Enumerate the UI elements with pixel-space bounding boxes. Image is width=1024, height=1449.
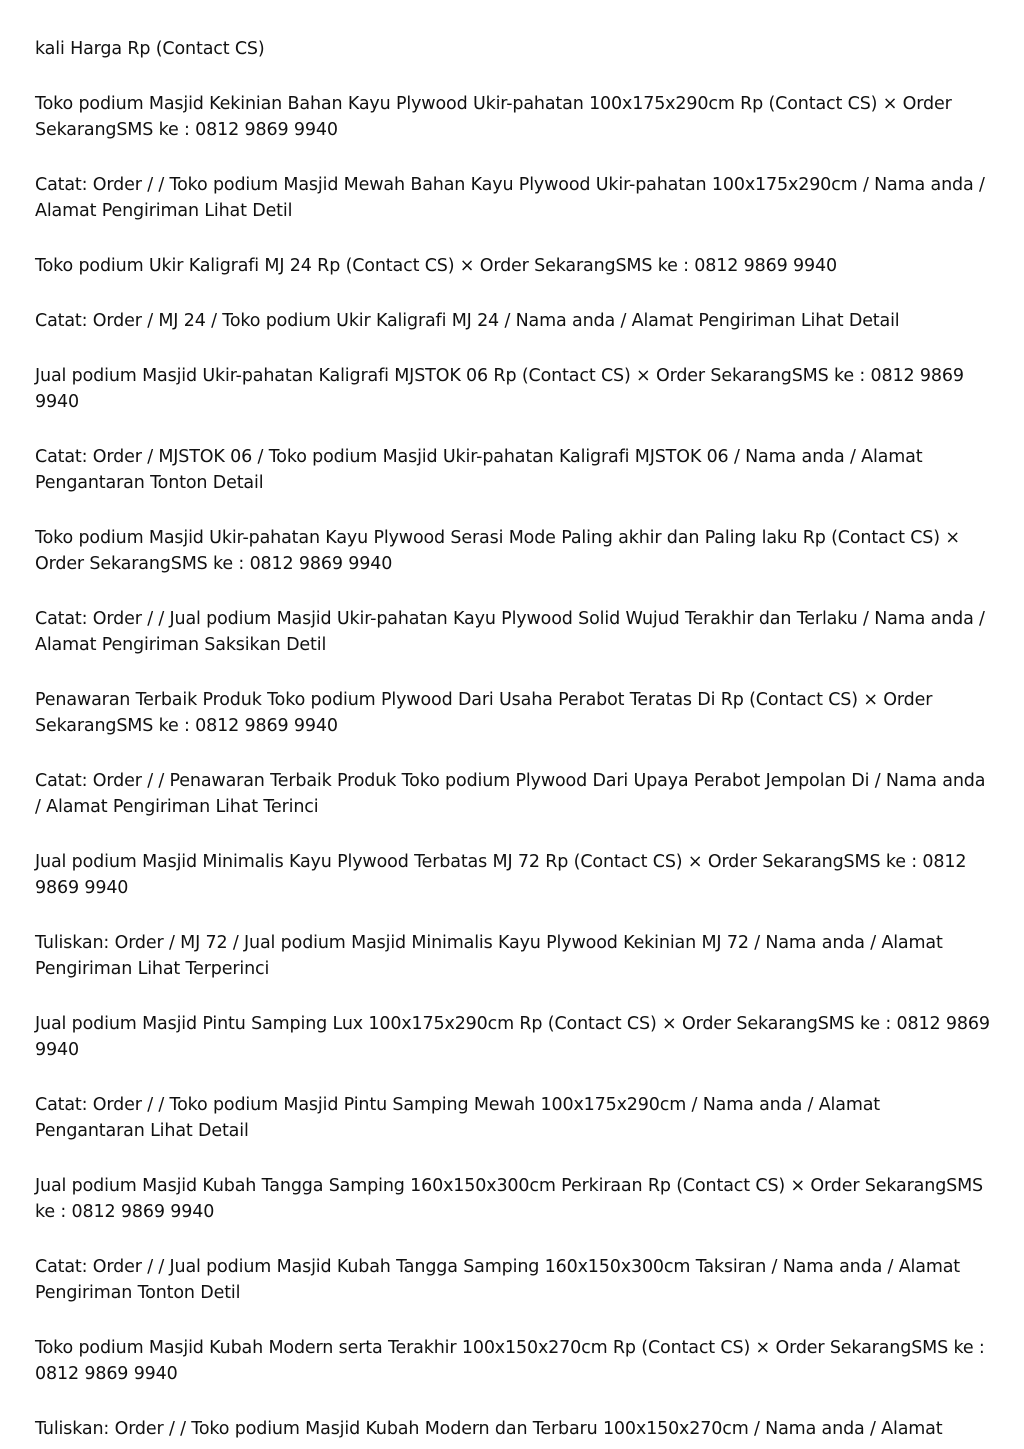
paragraph: Toko podium Masjid Ukir-pahatan Kayu Plywood Serasi Mode Paling akhir dan Paling laku Rp (Contact CS) × Order SekarangSMS ke : 0812 9869 9940 <box>35 528 960 574</box>
paragraph: Toko podium Ukir Kaligrafi MJ 24 Rp (Contact CS) × Order SekarangSMS ke : 0812 9869 9940 <box>35 256 837 276</box>
paragraph: Jual podium Masjid Ukir-pahatan Kaligrafi MJSTOK 06 Rp (Contact CS) × Order SekarangSMS ke : 0812 9869 9940 <box>35 366 964 412</box>
paragraph: Jual podium Masjid Kubah Tangga Samping 160x150x300cm Perkiraan Rp (Contact CS) × Order SekarangSMS ke : 0812 9869 9940 <box>35 1176 984 1222</box>
paragraph: Catat: Order / / Toko podium Masjid Mewah Bahan Kayu Plywood Ukir-pahatan 100x175x290cm / Nama anda / Alamat Pengiriman Lihat Detil <box>35 175 985 221</box>
paragraph: Catat: Order / / Penawaran Terbaik Produk Toko podium Plywood Dari Upaya Perabot Jempolan Di / Nama anda / Alamat Pengiriman Lihat Terinci <box>35 771 986 817</box>
paragraph: Catat: Order / MJ 24 / Toko podium Ukir Kaligrafi MJ 24 / Nama anda / Alamat Pengiriman Lihat Detail <box>35 311 900 331</box>
paragraph: Toko podium Masjid Kubah Modern serta Terakhir 100x150x270cm Rp (Contact CS) × Order SekarangSMS ke : 0812 9869 9940 <box>35 1338 985 1384</box>
paragraph: Jual podium Masjid Pintu Samping Lux 100x175x290cm Rp (Contact CS) × Order SekarangSMS ke : 0812 9869 9940 <box>35 1014 990 1060</box>
paragraph: Catat: Order / MJSTOK 06 / Toko podium Masjid Ukir-pahatan Kaligrafi MJSTOK 06 / Nama anda / Alamat Pengantaran Tonton Detail <box>35 447 923 493</box>
paragraph: Tuliskan: Order / MJ 72 / Jual podium Masjid Minimalis Kayu Plywood Kekinian MJ 72 / Nama anda / Alamat Pengiriman Lihat Terperinci <box>35 933 943 979</box>
paragraph: Penawaran Terbaik Produk Toko podium Plywood Dari Usaha Perabot Teratas Di Rp (Contact CS) × Order SekarangSMS ke : 0812 9869 9940 <box>35 690 933 736</box>
paragraph: Toko podium Masjid Kekinian Bahan Kayu Plywood Ukir-pahatan 100x175x290cm Rp (Contact CS) × Order SekarangSMS ke : 0812 9869 9940 <box>35 94 952 140</box>
paragraph: Catat: Order / / Jual podium Masjid Kubah Tangga Samping 160x150x300cm Taksiran / Nama anda / Alamat Pengiriman Tonton Detil <box>35 1257 961 1303</box>
paragraph: Catat: Order / / Jual podium Masjid Ukir-pahatan Kayu Plywood Solid Wujud Terakhir dan Terlaku / Nama anda / Alamat Pengiriman Saksikan Detil <box>35 609 985 655</box>
paragraph: kali Harga Rp (Contact CS) <box>35 39 265 59</box>
paragraph: Tuliskan: Order / / Toko podium Masjid Kubah Modern dan Terbaru 100x150x270cm / Nama anda / Alamat <box>35 1419 943 1439</box>
paragraph: Catat: Order / / Toko podium Masjid Pintu Samping Mewah 100x175x290cm / Nama anda / Alamat Pengantaran Lihat Detail <box>35 1095 881 1141</box>
paragraph: Jual podium Masjid Minimalis Kayu Plywood Terbatas MJ 72 Rp (Contact CS) × Order SekarangSMS ke : 0812 9869 9940 <box>35 852 967 898</box>
